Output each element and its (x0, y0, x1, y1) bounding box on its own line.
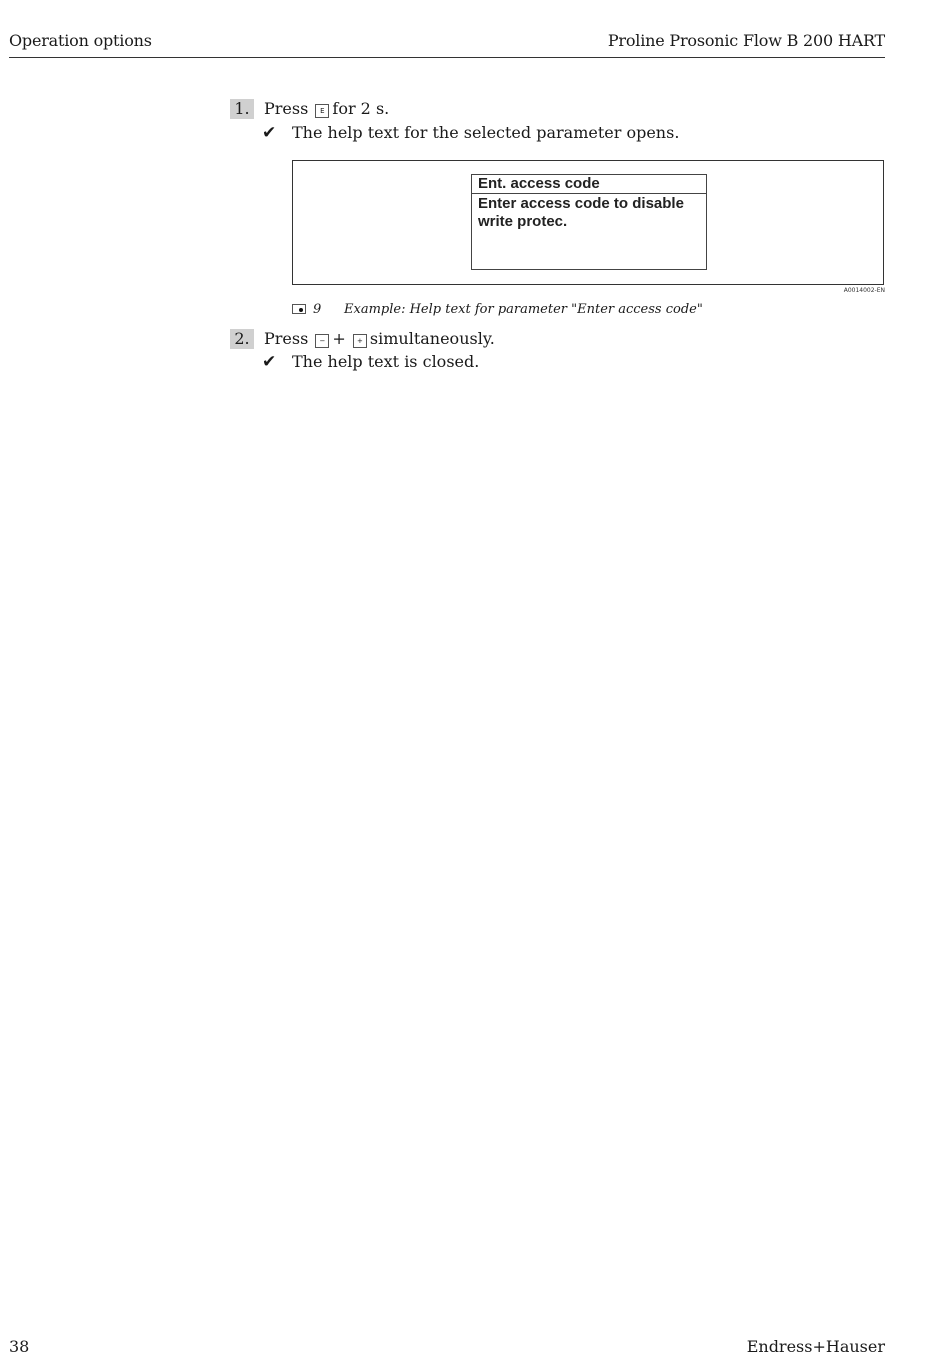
checkmark-icon: ✔ (262, 123, 277, 143)
step-1-result: The help text for the selected parameter opens. (292, 123, 680, 142)
step-2-instruction (264, 329, 495, 349)
minus-key-icon: − (315, 334, 329, 348)
plus-sign: + (332, 329, 351, 348)
step-1-suffix: for 2 s. (332, 99, 390, 118)
display-help-text (472, 194, 706, 231)
header-divider (9, 57, 885, 58)
figure-id: A0014002-EN (843, 287, 885, 294)
plus-key-icon: + (353, 334, 367, 348)
step-2-prefix: Press (264, 329, 314, 348)
checkmark-icon: ✔ (262, 352, 277, 372)
enter-key-icon: E (315, 104, 329, 118)
figure-caption: Example: Help text for parameter "Enter access code" (344, 302, 703, 317)
brand-name: Endress+Hauser (746, 1337, 885, 1356)
step-2-number: 2. (230, 329, 254, 349)
help-text-display (471, 174, 707, 270)
step-2-result: The help text is closed. (292, 352, 480, 371)
step-2-suffix: simultaneously. (369, 329, 495, 348)
step-1-number: 1. (230, 99, 254, 119)
figure-number: 9 (313, 302, 322, 317)
display-title: Ent. access code (472, 175, 706, 194)
header-product-name: Proline Prosonic Flow B 200 HART (607, 31, 885, 50)
page-number: 38 (9, 1337, 30, 1356)
display-line-2: write protec. (478, 213, 568, 230)
step-1-prefix: Press (264, 99, 314, 118)
header-section-title: Operation options (9, 31, 152, 50)
figure-camera-icon (292, 304, 306, 314)
step-1-instruction (264, 99, 389, 119)
display-line-1: Enter access code to disable (478, 195, 684, 212)
